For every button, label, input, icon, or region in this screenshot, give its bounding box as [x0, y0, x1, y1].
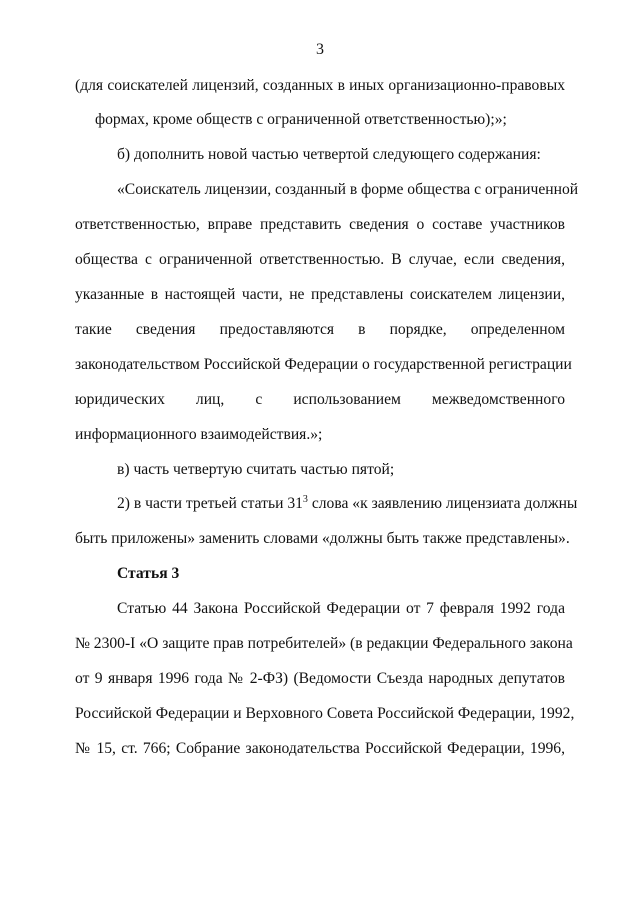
superscript: 3 — [302, 494, 308, 505]
text-line: указанные в настоящей части, не представлены соискателем лицензии, — [75, 286, 565, 303]
text-line: «Соискатель лицензии, созданный в форме общества с ограниченной — [117, 181, 579, 198]
text-line: № 15, ст. 766; Собрание законодательства Российской Федерации, 1996, — [75, 740, 565, 757]
text-fragment: 2) в части третьей статьи 31 — [117, 495, 303, 512]
text-line: в) часть четвертую считать частью пятой; — [117, 461, 395, 478]
text-line: от 9 января 1996 года № 2-ФЗ) (Ведомости Съезда народных депутатов — [75, 670, 565, 687]
text-line: юридических лиц, с использованием межведомственного — [75, 391, 565, 408]
text-line — [117, 494, 578, 514]
text-line: № 2300-I «О защите прав потребителей» (в редакции Федерального закона — [75, 635, 573, 652]
text-line: такие сведения предоставляются в порядке, определенном — [75, 321, 565, 338]
text-line: Российской Федерации и Верховного Совета Российской Федерации, 1992, — [75, 705, 575, 722]
text-line: общества с ограниченной ответственностью. В случае, если сведения, — [75, 251, 565, 268]
text-line: законодательством Российской Федерации о государственной регистрации — [75, 356, 572, 373]
text-line: формах, кроме обществ с ограниченной ответственностью);»; — [95, 111, 507, 128]
text-line: Статью 44 Закона Российской Федерации от 7 февраля 1992 года — [117, 600, 565, 617]
text-line: ответственностью, вправе представить сведения о составе участников — [75, 216, 565, 233]
text-line: б) дополнить новой частью четвертой следующего содержания: — [117, 146, 541, 163]
text-fragment: слова «к заявлению лицензиата должны — [307, 495, 578, 512]
article-heading: Статья 3 — [117, 565, 180, 582]
text-line: (для соискателей лицензий, созданных в иных организационно-правовых — [75, 77, 565, 94]
page-number: 3 — [316, 41, 324, 58]
text-line: информационного взаимодействия.»; — [75, 426, 323, 443]
text-line: быть приложены» заменить словами «должны быть также представлены». — [75, 530, 570, 547]
